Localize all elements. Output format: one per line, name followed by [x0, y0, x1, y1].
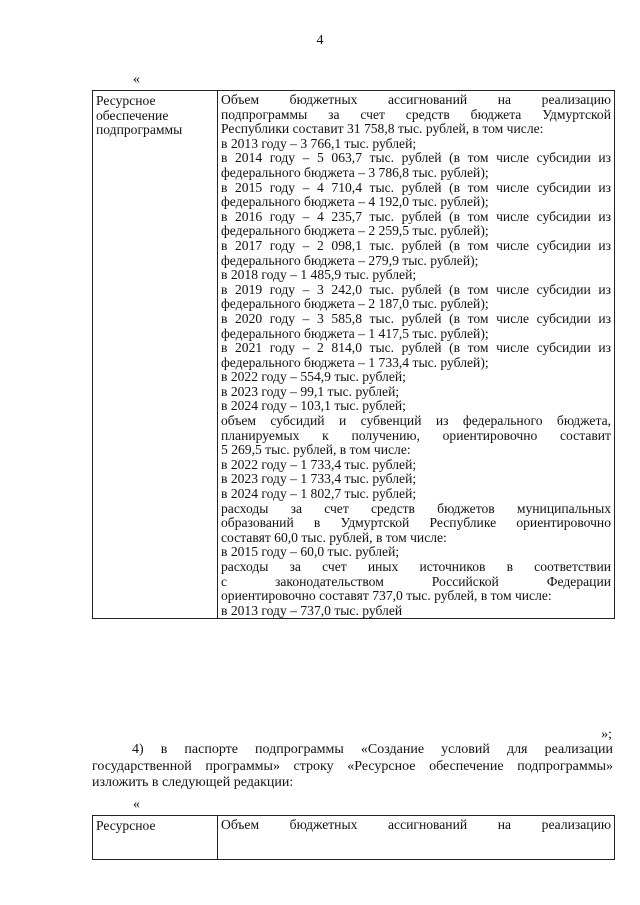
text-line: 5 269,5 тыс. рублей, в том числе:: [221, 442, 411, 458]
text-line: Объем бюджетных ассигнований на реализацию: [221, 92, 611, 107]
text-line: в 2013 году – 3 766,1 тыс. рублей;: [221, 135, 417, 151]
text-line: в 2023 году – 1 733,4 тыс. рублей;: [221, 471, 417, 487]
text-line: в 2015 году – 4 710,4 тыс. рублей (в том числе субсидии из: [221, 179, 611, 195]
text-line: в 2023 году – 99,1 тыс. рублей;: [221, 383, 400, 399]
text-line: в 2022 году – 1 733,4 тыс. рублей;: [221, 456, 417, 472]
paragraph-line: изложить в следующей редакции:: [92, 775, 294, 790]
text-line: объем субсидий и субвенций из федерального бюджета,: [221, 413, 611, 429]
text-line: в 2014 году – 5 063,7 тыс. рублей (в том числе субсидии из: [221, 150, 611, 166]
resource-table: [92, 90, 615, 619]
text-line: федерального бюджета – 1 733,4 тыс. рублей);: [221, 354, 489, 370]
text-line: в 2013 году – 737,0 тыс. рублей: [221, 602, 403, 618]
text-line: расходы за счет средств бюджетов муниципальных: [221, 500, 611, 516]
text-line: в 2024 году – 1 802,7 тыс. рублей;: [221, 486, 417, 502]
text-line: Республики составит 31 758,8 тыс. рублей, в том числе:: [221, 121, 544, 137]
text-line: ориентировочно составят 737,0 тыс. рублей, в том числе:: [221, 588, 552, 604]
text-line: планируемых к получению, ориентировочно составит: [221, 427, 611, 443]
resource-table-2: [92, 815, 615, 860]
resource-label-line: Ресурсное: [96, 93, 156, 108]
paragraph-line: государственной программы» строку «Ресурсное обеспечение подпрограммы»: [92, 758, 613, 774]
open-quote-2: «: [133, 797, 140, 812]
resource-label-line: обеспечение: [96, 107, 169, 123]
text-line: федерального бюджета – 3 786,8 тыс. рублей);: [221, 164, 489, 180]
resource-text-cell-2: [218, 816, 615, 860]
text-line: Объем бюджетных ассигнований на реализацию: [221, 817, 611, 832]
text-line: в 2022 году – 554,9 тыс. рублей;: [221, 369, 406, 385]
text-line: в 2018 году – 1 485,9 тыс. рублей;: [221, 267, 417, 283]
text-line: в 2019 году – 3 242,0 тыс. рублей (в том числе субсидии из: [221, 281, 611, 297]
text-line: в 2020 году – 3 585,8 тыс. рублей (в том числе субсидии из: [221, 310, 611, 326]
resource-label-cell: [93, 91, 218, 619]
resource-text-cell: [218, 91, 615, 619]
text-line: с законодательством Российской Федерации: [221, 573, 611, 589]
resource-label-cell-2: [93, 816, 218, 860]
text-line: подпрограммы за счет средств бюджета Удмуртской: [221, 106, 611, 122]
close-quote: »;: [601, 727, 612, 742]
resource-label: Ресурсное: [96, 818, 156, 833]
text-line: составят 60,0 тыс. рублей, в том числе:: [221, 529, 447, 545]
resource-label-line: подпрограммы: [96, 122, 183, 138]
item-4-paragraph: [92, 742, 613, 792]
text-line: в 2017 году – 2 098,1 тыс. рублей (в том числе субсидии из: [221, 237, 611, 253]
open-quote: «: [133, 72, 140, 87]
text-line: федерального бюджета – 2 259,5 тыс. рублей);: [221, 223, 489, 239]
page-number: 4: [316, 33, 324, 48]
text-line: образований в Удмуртской Республике ориентировочно: [221, 515, 611, 531]
paragraph-line: 4) в паспорте подпрограммы «Создание условий для реализации: [132, 742, 613, 757]
text-line: федерального бюджета – 4 192,0 тыс. рублей);: [221, 194, 489, 210]
text-line: в 2016 году – 4 235,7 тыс. рублей (в том числе субсидии из: [221, 208, 611, 224]
text-line: в 2015 году – 60,0 тыс. рублей;: [221, 544, 400, 560]
text-line: расходы за счет иных источников в соответствии: [221, 559, 611, 574]
text-line: федерального бюджета – 2 187,0 тыс. рублей);: [221, 296, 489, 312]
text-line: в 2021 году – 2 814,0 тыс. рублей (в том числе субсидии из: [221, 340, 611, 356]
text-line: в 2024 году – 103,1 тыс. рублей;: [221, 398, 406, 414]
text-line: федерального бюджета – 1 417,5 тыс. рублей);: [221, 325, 489, 341]
text-line: федерального бюджета – 279,9 тыс. рублей);: [221, 252, 479, 268]
